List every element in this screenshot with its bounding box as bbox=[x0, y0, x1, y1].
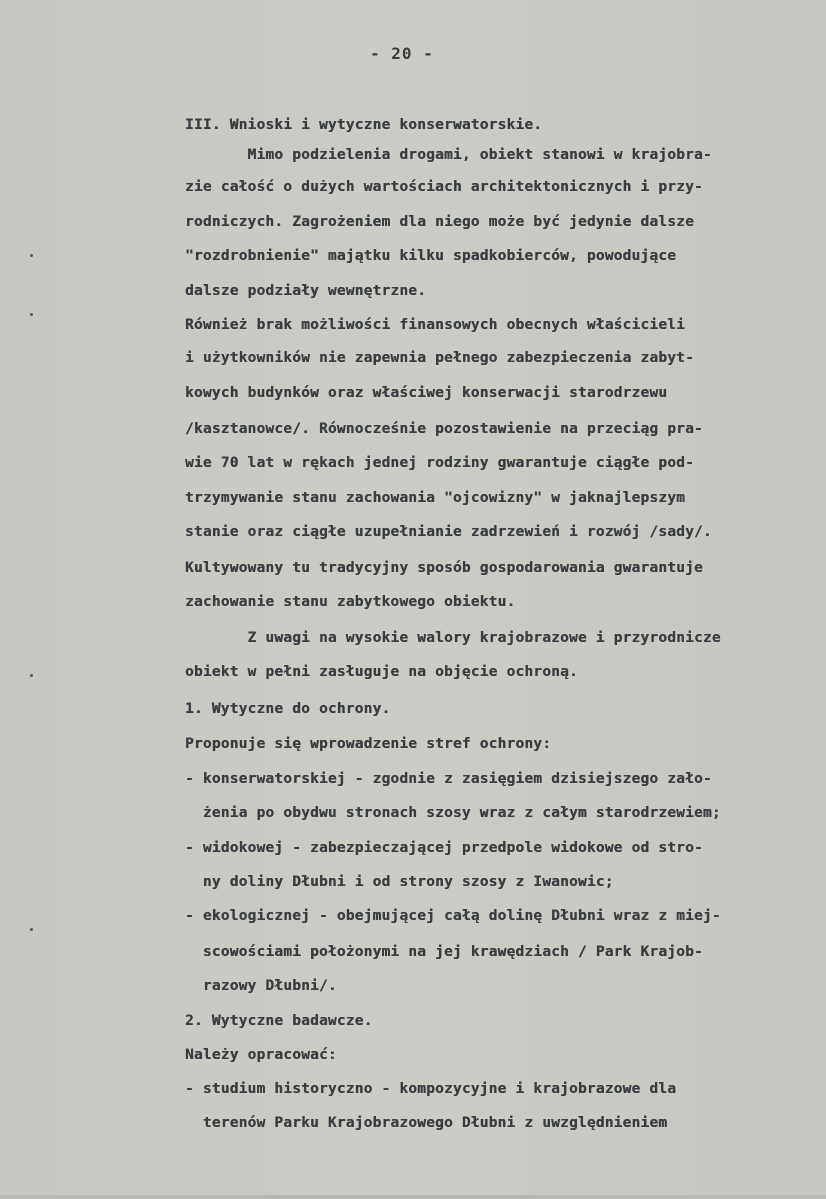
text-line: żenia po obydwu stronach szosy wraz z całym starodrzewiem; bbox=[185, 805, 721, 821]
text-line: - konserwatorskiej - zgodnie z zasięgiem dzisiejszego zało- bbox=[185, 771, 712, 787]
page-edge bbox=[0, 1195, 826, 1199]
text-line: stanie oraz ciągłe uzupełnianie zadrzewień i rozwój /sady/. bbox=[185, 524, 712, 540]
text-line: - studium historyczno - kompozycyjne i krajobrazowe dla bbox=[185, 1081, 677, 1097]
text-line: Z uwagi na wysokie walory krajobrazowe i przyrodnicze bbox=[185, 630, 721, 646]
text-line: dalsze podziały wewnętrzne. bbox=[185, 283, 427, 299]
punch-mark bbox=[30, 928, 33, 931]
text-line: Kultywowany tu tradycyjny sposób gospodarowania gwarantuje bbox=[185, 560, 703, 576]
text-line: trzymywanie stanu zachowania "ojcowizny" w jaknajlepszym bbox=[185, 490, 686, 506]
text-line: razowy Dłubni/. bbox=[185, 978, 337, 994]
text-line: /kasztanowce/. Równocześnie pozostawienie na przeciąg pra- bbox=[185, 421, 703, 437]
text-line: zachowanie stanu zabytkowego obiektu. bbox=[185, 594, 516, 610]
text-line: Mimo podzielenia drogami, obiekt stanowi w krajobra- bbox=[185, 147, 712, 163]
page-number: - 20 - bbox=[370, 44, 434, 63]
text-line: rodniczych. Zagrożeniem dla niego może być jedynie dalsze bbox=[185, 214, 694, 230]
text-line: - widokowej - zabezpieczającej przedpole widokowe od stro- bbox=[185, 840, 703, 856]
text-line: scowościami położonymi na jej krawędziach / Park Krajob- bbox=[185, 944, 703, 960]
text-line: obiekt w pełni zasługuje na objęcie ochroną. bbox=[185, 664, 578, 680]
text-line: 2. Wytyczne badawcze. bbox=[185, 1013, 373, 1029]
text-line: terenów Parku Krajobrazowego Dłubni z uwzględnieniem bbox=[185, 1115, 668, 1131]
text-line: - ekologicznej - obejmującej całą dolinę Dłubni wraz z miej- bbox=[185, 908, 721, 924]
text-line: i użytkowników nie zapewnia pełnego zabezpieczenia zabyt- bbox=[185, 350, 694, 366]
text-line: Proponuje się wprowadzenie stref ochrony: bbox=[185, 736, 552, 752]
text-line: "rozdrobnienie" majątku kilku spadkobierców, powodujące bbox=[185, 248, 677, 264]
text-line: Należy opracować: bbox=[185, 1047, 337, 1063]
punch-mark bbox=[30, 313, 33, 316]
text-line: III. Wnioski i wytyczne konserwatorskie. bbox=[185, 117, 543, 133]
text-line: wie 70 lat w rękach jednej rodziny gwarantuje ciągłe pod- bbox=[185, 455, 694, 471]
text-line: ny doliny Dłubni i od strony szosy z Iwanowic; bbox=[185, 874, 614, 890]
text-line: kowych budynków oraz właściwej konserwacji starodrzewu bbox=[185, 385, 668, 401]
text-line: zie całość o dużych wartościach architektonicznych i przy- bbox=[185, 179, 703, 195]
punch-mark bbox=[30, 674, 33, 677]
punch-mark bbox=[30, 254, 33, 257]
text-line: Również brak możliwości finansowych obecnych właścicieli bbox=[185, 317, 686, 333]
text-line: 1. Wytyczne do ochrony. bbox=[185, 701, 391, 717]
